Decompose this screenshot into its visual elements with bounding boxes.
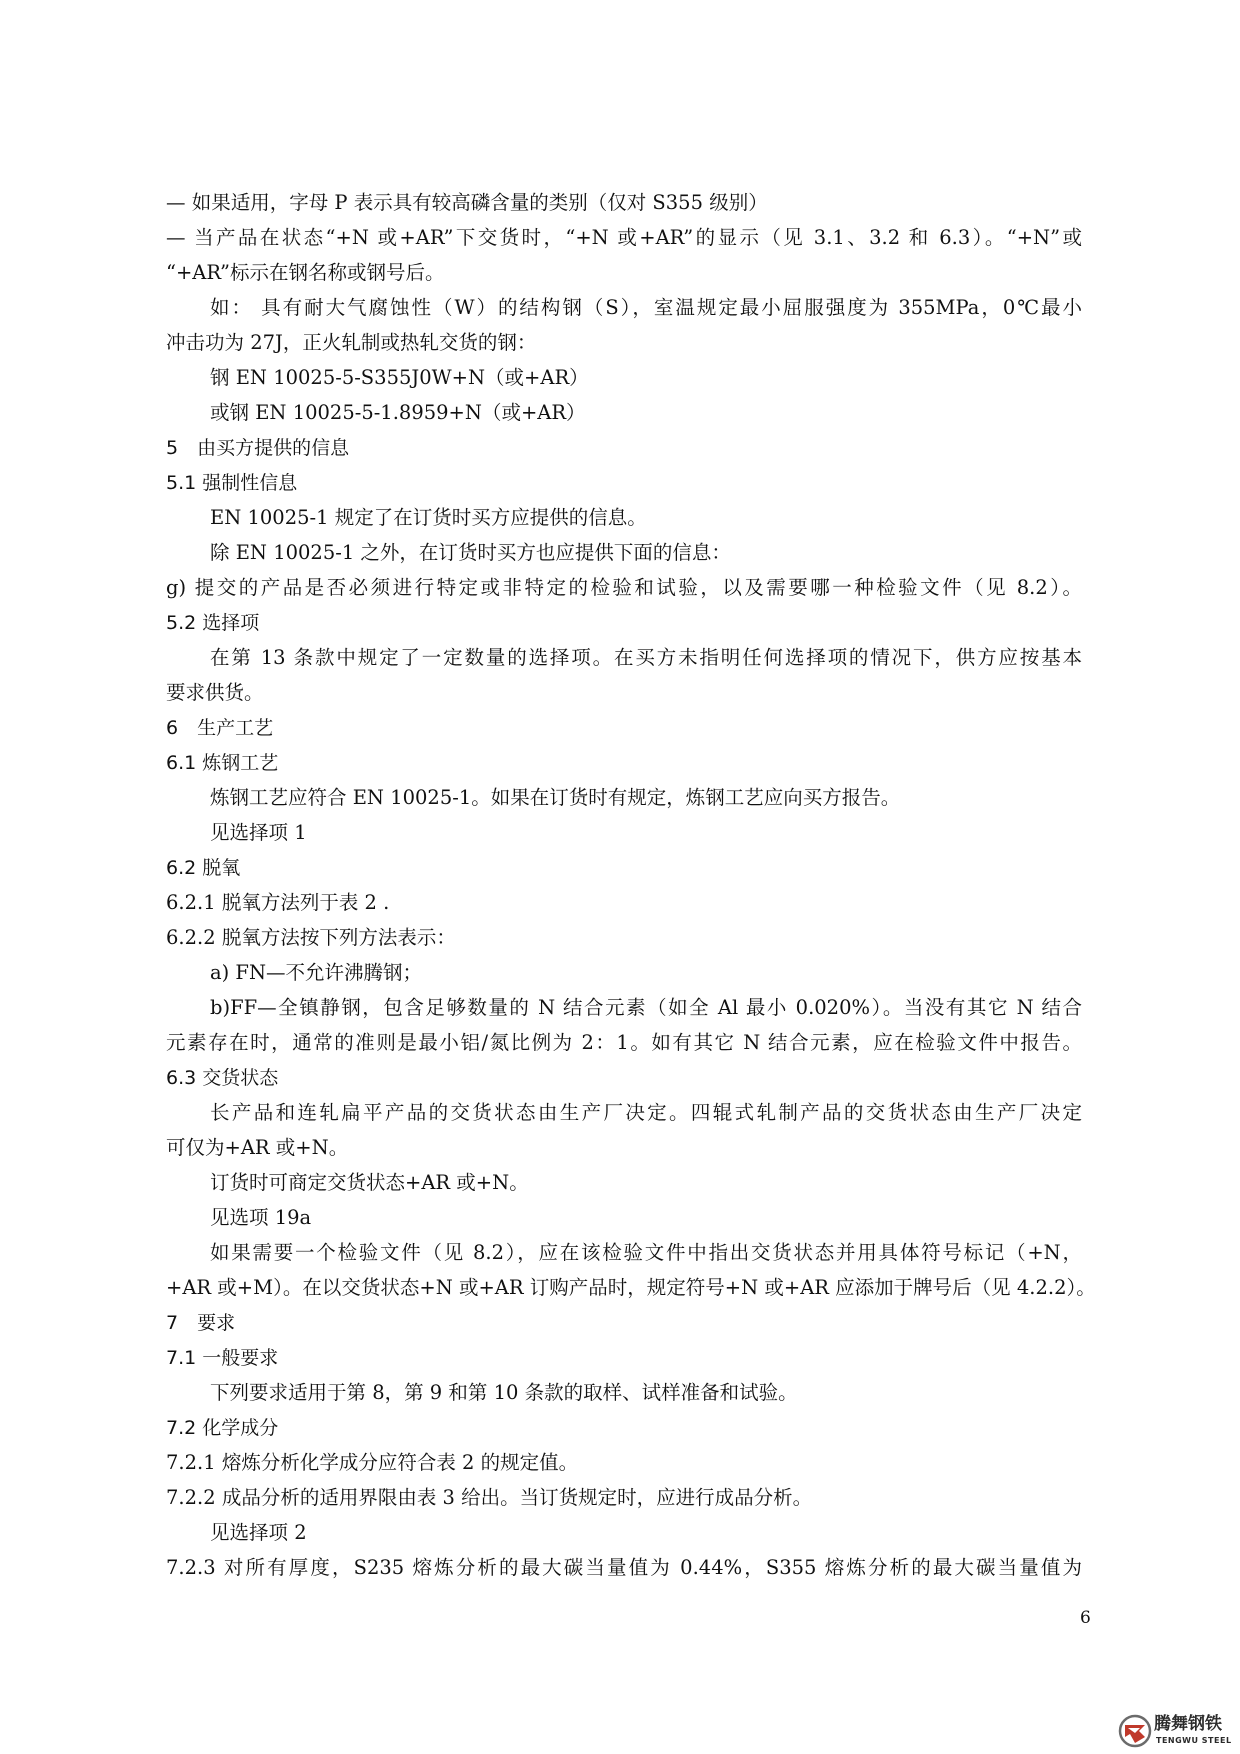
text-line: 钢 EN 10025-5-S355J0W+N（或+AR）: [210, 366, 589, 389]
text-line: 订货时可商定交货状态+AR 或+N。: [210, 1171, 529, 1194]
section-heading: 6.2 脱氧: [166, 857, 241, 879]
text-line: 如果需要一个检验文件（见 8.2），应在该检验文件中指出交货状态并用具体符号标记（+N，: [210, 1241, 1082, 1264]
text-line: 7.2.1 熔炼分析化学成分应符合表 2 的规定值。: [166, 1451, 579, 1474]
text-line: “+AR”标示在钢名称或钢号后。: [166, 261, 445, 284]
logo-name-cn: 腾舞钢铁: [1154, 1714, 1222, 1734]
text-line: 要求供货。: [166, 681, 264, 704]
text-line: g) 提交的产品是否必须进行特定或非特定的检验和试验，以及需要哪一种检验文件（见 8.2）。: [166, 576, 1082, 599]
text-line: 除 EN 10025-1 之外，在订货时买方也应提供下面的信息：: [210, 541, 731, 564]
text-line: 下列要求适用于第 8，第 9 和第 10 条款的取样、试样准备和试验。: [210, 1381, 798, 1404]
text-line: 元素存在时，通常的准则是最小铝/氮比例为 2：1。如有其它 N 结合元素，应在检验文件中报告。: [166, 1031, 1082, 1054]
section-heading: 5.2 选择项: [166, 612, 260, 634]
section-heading: 6 生产工艺: [166, 717, 274, 739]
text-line: a) FN—不允许沸腾钢；: [210, 961, 423, 984]
text-line: 冲击功为 27J，正火轧制或热轧交货的钢：: [166, 331, 537, 354]
text-line: 7.2.2 成品分析的适用界限由表 3 给出。当订货规定时，应进行成品分析。: [166, 1486, 813, 1509]
text-line: 长产品和连轧扁平产品的交货状态由生产厂决定。四辊式轧制产品的交货状态由生产厂决定: [210, 1101, 1082, 1124]
section-heading: 7.1 一般要求: [166, 1347, 279, 1369]
text-line: 6.2.2 脱氧方法按下列方法表示：: [166, 926, 456, 949]
text-line: 或钢 EN 10025-5-1.8959+N（或+AR）: [210, 401, 586, 424]
section-heading: 6.3 交货状态: [166, 1067, 279, 1089]
text-line: — 当产品在状态“+N 或+AR”下交货时，“+N 或+AR”的显示（见 3.1、3.2 和 6.3）。“+N”或: [166, 226, 1082, 249]
logo-name-en: TENGWU STEEL: [1156, 1736, 1232, 1745]
text-line: 可仅为+AR 或+N。: [166, 1136, 349, 1159]
section-heading: 7 要求: [166, 1312, 236, 1334]
text-line: 见选择项 1: [210, 821, 307, 844]
section-heading: 5 由买方提供的信息: [166, 437, 350, 459]
text-line: 7.2.3 对所有厚度，S235 熔炼分析的最大碳当量值为 0.44%，S355 熔炼分析的最大碳当量值为: [166, 1556, 1082, 1579]
text-line: +AR 或+M）。在以交货状态+N 或+AR 订购产品时，规定符号+N 或+AR 应添加于牌号后（见 4.2.2）。: [166, 1276, 1096, 1299]
text-line: 见选项 19a: [210, 1206, 312, 1229]
text-line: 如： 具有耐大气腐蚀性（W）的结构钢（S），室温规定最小屈服强度为 355MPa，0℃最小: [210, 296, 1082, 319]
company-logo: [1118, 1710, 1238, 1750]
text-line: 见选择项 2: [210, 1521, 307, 1544]
text-line: 在第 13 条款中规定了一定数量的选择项。在买方未指明任何选择项的情况下，供方应按基本: [210, 646, 1082, 669]
page-number: 6: [1080, 1608, 1091, 1628]
text-line: b)FF—全镇静钢，包含足够数量的 N 结合元素（如全 Al 最小 0.020%）。当没有其它 N 结合: [210, 996, 1082, 1019]
section-heading: 5.1 强制性信息: [166, 472, 298, 494]
text-line: — 如果适用，字母 P 表示具有较高磷含量的类别（仅对 S355 级别）: [166, 191, 768, 214]
section-heading: 6.1 炼钢工艺: [166, 752, 279, 774]
tengwu-steel-logo-icon: [1118, 1714, 1152, 1748]
text-line: 炼钢工艺应符合 EN 10025-1。如果在订货时有规定，炼钢工艺应向买方报告。: [210, 786, 901, 809]
section-heading: 7.2 化学成分: [166, 1417, 279, 1439]
text-line: EN 10025-1 规定了在订货时买方应提供的信息。: [210, 506, 647, 529]
text-line: 6.2.1 脱氧方法列于表 2 .: [166, 891, 390, 914]
